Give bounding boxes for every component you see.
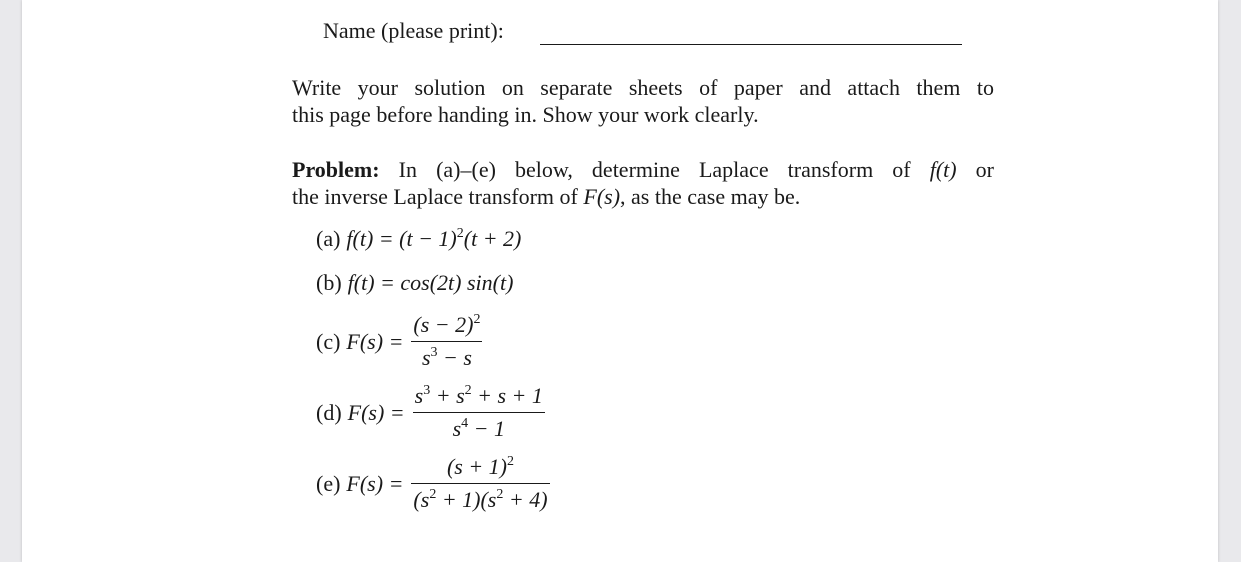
den-rest: − s: [437, 345, 472, 370]
item-lhs: [346, 329, 403, 355]
den-term-b: + 1)(s: [436, 487, 497, 512]
den-base: s: [421, 345, 431, 370]
problem-item-d: [316, 383, 545, 442]
denominator: [420, 342, 474, 371]
item-label: (a): [316, 226, 341, 251]
den-exponent: 4: [461, 416, 469, 431]
instructions-line-1: Write your solution on separate sheets of paper and attach them to: [292, 75, 994, 100]
item-lhs: [348, 400, 405, 426]
instructions-paragraph: [292, 74, 994, 128]
num-exp-b: 2: [464, 383, 472, 398]
den-exponent: 3: [430, 345, 438, 360]
expr-lhs: F(s) =: [347, 399, 405, 425]
num-term-c: + s + 1: [471, 383, 543, 408]
expr-lhs: F(s) =: [346, 328, 404, 354]
problem-item-e: [316, 454, 550, 513]
num-exponent: 2: [473, 312, 481, 327]
den-term-c: + 4): [503, 487, 548, 512]
name-blank-line: [540, 44, 962, 45]
problem-text-2: the inverse Laplace transform of: [292, 184, 584, 209]
den-base: s: [452, 416, 462, 441]
den-rest: − 1: [468, 416, 505, 441]
num-base: (s − 2): [413, 312, 474, 337]
expr-rhs: (t + 2): [463, 226, 522, 251]
expr-exponent: 2: [456, 226, 464, 241]
num-base: (s + 1): [446, 454, 508, 479]
item-expression: [346, 226, 521, 252]
F-of-s: F(s): [583, 184, 621, 209]
num-exponent: 2: [507, 454, 515, 469]
problem-text-2-end: , as the case may be.: [620, 184, 801, 209]
denominator: [411, 484, 549, 513]
instructions-line-2: this page before handing in. Show your work clearly.: [292, 102, 759, 127]
den-term-a: (s: [413, 487, 430, 512]
den-exp-a: 2: [429, 487, 437, 502]
problem-line-1: [292, 156, 994, 183]
problem-line-2: [292, 183, 994, 210]
item-label: (b): [316, 270, 342, 295]
den-exp-b: 2: [496, 487, 504, 502]
name-prompt: Name (please print):: [323, 18, 504, 43]
item-lhs: [346, 471, 403, 497]
num-term-a: s: [414, 383, 424, 408]
item-label: (d): [316, 399, 342, 425]
problem-item-c: [316, 312, 482, 371]
problem-item-a: [316, 226, 521, 252]
f-of-t: f(t): [929, 157, 957, 182]
expr-lhs: f(t) = cos(2t) sin(t): [347, 270, 514, 295]
problem-text-1-end: or: [956, 157, 995, 182]
item-label: (e): [316, 470, 341, 496]
fraction: [411, 312, 482, 371]
item-expression: [348, 270, 514, 296]
num-exp-a: 3: [423, 383, 431, 398]
problem-item-b: [316, 270, 513, 296]
num-term-b: + s: [430, 383, 465, 408]
expr-lhs: f(t) = (t − 1): [346, 226, 457, 251]
numerator: [411, 312, 482, 341]
problem-heading: Problem:: [292, 157, 380, 182]
document-page: [22, 0, 1218, 562]
problem-statement: [292, 156, 994, 210]
numerator: [413, 383, 545, 412]
item-label: (c): [316, 328, 341, 354]
expr-lhs: F(s) =: [346, 470, 404, 496]
fraction: [411, 454, 549, 513]
denominator: [451, 413, 507, 442]
numerator: [445, 454, 516, 483]
fraction: [413, 383, 545, 442]
problem-text-1: In (a)–(e) below, determine Laplace transform of: [398, 157, 930, 182]
